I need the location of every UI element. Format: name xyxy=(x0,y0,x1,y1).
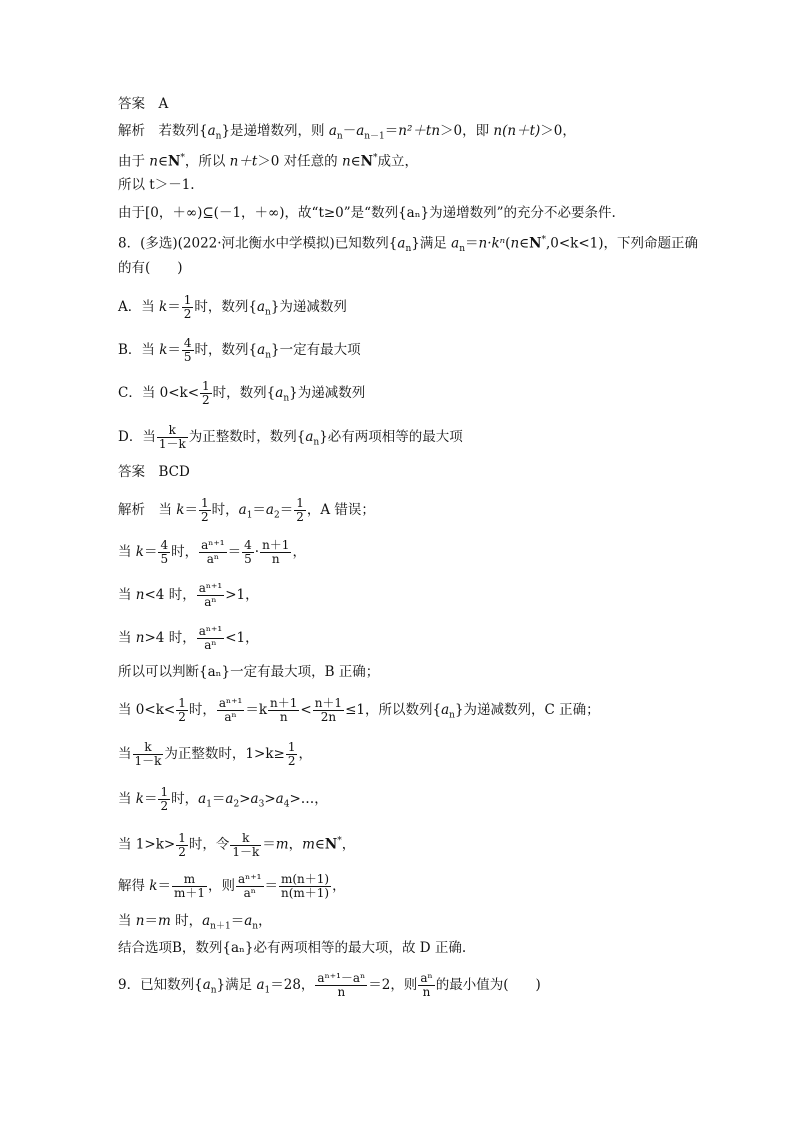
fraction-one-half: $\frac{1}{2}$ xyxy=(202,379,210,407)
solution-8-line-2: 当 k＝ $\frac{4}{5}$ 时， $\frac{\text{aⁿ⁺¹}}{\text{aⁿ}}$ ＝ $\frac{4}{5}$ · $\frac{n+1}{n}$ ， xyxy=(118,538,306,566)
option-a: A．当 k＝ $\frac{1}{2}$ 时，数列$\{a_n\}$为递减数列 xyxy=(118,293,347,321)
fraction-k-over-1-minus-k: $\frac{k}{1-k}$ xyxy=(134,740,162,768)
fraction-one-half: $\frac{1}{2}$ xyxy=(287,740,296,768)
solution-8-line-1: 解析 当 k＝ $\frac{1}{2}$ 时，$a_1=a_2=$ $\frac{1}{2}$ ，A 错误； xyxy=(118,496,375,524)
fraction-difference-over-n: $\frac{\text{aⁿ⁺¹－aⁿ}}{n}$ xyxy=(317,971,366,999)
option-d: D．当 $\frac{k}{1-k}$ 为正整数时，数列$\{a_n\}$必有两项相等的最大项 xyxy=(118,423,463,451)
option-b: B．当 k＝ $\frac{4}{5}$ 时，数列$\{a_n\}$一定有最大项 xyxy=(118,336,361,364)
fraction-an-over-n: $\frac{\text{aⁿ}}{n}$ xyxy=(420,971,433,999)
solution-8-line-3: 当 n<4 时， $\frac{\text{aⁿ⁺¹}}{\text{aⁿ}}$ >1， xyxy=(118,581,259,609)
fraction-k-over-1-minus-k: $\frac{k}{1-k}$ xyxy=(232,830,260,859)
solution-8-line-7: 当 $\frac{k}{1-k}$ 为正整数时，1>k≥ $\frac{1}{2}$ ， xyxy=(118,740,312,768)
fraction-four-fifths: $\frac{4}{5}$ xyxy=(183,336,192,364)
solution-8-line-10: 解得 k＝ $\frac{m}{m+1}$ ，则 $\frac{\text{aⁿ⁺¹}}{\text{aⁿ}}$ ＝ $\frac{m(n+1)}{n(m+1)}$ ， xyxy=(118,872,346,900)
question-9: 9．已知数列$\{a_n\}$满足 $a_1=28$， $\frac{\text{aⁿ⁺¹－aⁿ}}{n}$ ＝2，则 $\frac{\text{aⁿ}}{n}$ 的最小值为( ) xyxy=(118,971,541,999)
fraction-ratio-result: $\frac{m(n+1)}{n(m+1)}$ xyxy=(281,872,330,900)
solution-8-line-4: 当 n>4 时， $\frac{\text{aⁿ⁺¹}}{\text{aⁿ}}$ <1， xyxy=(118,624,259,652)
fraction-four-fifths: $\frac{4}{5}$ xyxy=(160,538,169,566)
question-8-line-1: 8．(多选)(2022·河北衡水中学模拟)已知数列$\{a_n\}$满足 $a_n=n\cdot k^n(n\in N^*,0<k<1)$，下列命题正确 xyxy=(118,235,699,255)
solution-8-line-6: 当 0<k< $\frac{1}{2}$ 时， $\frac{\text{aⁿ⁺¹}}{\text{aⁿ}}$ ＝k $\frac{n+1}{n}$ < $\frac{n+1}{2n}$ ≤1，所以数列$\{a_n\}$为递减数列，C 正确； xyxy=(118,696,600,724)
answer-8: 答案 BCD xyxy=(118,464,190,480)
question-8-line-2: 的有( ) xyxy=(118,260,183,276)
fraction-n-plus-1-over-n: $\frac{n+1}{n}$ xyxy=(270,696,298,724)
solution-7-line-3: 所以 t＞－1. xyxy=(118,177,195,193)
fraction-four-fifths: $\frac{4}{5}$ xyxy=(244,538,252,566)
fraction-one-half: $\frac{1}{2}$ xyxy=(296,496,304,524)
solution-7-line-2: 由于 n∈N*，所以 n＋t＞0 对任意的 n∈N*成立， xyxy=(118,153,418,170)
fraction-one-half: $\frac{1}{2}$ xyxy=(183,293,192,321)
fraction-n-plus-1-over-n: $\frac{n+1}{n}$ xyxy=(262,538,290,566)
solution-8-line-9: 当 1>k> $\frac{1}{2}$ 时，令 $\frac{k}{1-k}$ ＝m，m∈N*， xyxy=(118,830,356,859)
solution-8-line-8: 当 k＝ $\frac{1}{2}$ 时，$a_1=a_2>a_3>a_4>\dots$， xyxy=(118,785,328,813)
fraction-ratio: $\frac{\text{aⁿ⁺¹}}{\text{aⁿ}}$ xyxy=(198,581,223,609)
fraction-ratio: $\frac{\text{aⁿ⁺¹}}{\text{aⁿ}}$ xyxy=(201,538,225,566)
solution-8-line-11: 当 n＝m 时，$a_{n+1}=a_n$， xyxy=(118,913,272,932)
fraction-ratio: $\frac{\text{aⁿ⁺¹}}{\text{aⁿ}}$ xyxy=(238,872,262,900)
fraction-n-plus-1-over-2n: $\frac{n+1}{2n}$ xyxy=(314,696,343,724)
solution-8-line-5: 所以可以判断{aₙ}一定有最大项，B 正确； xyxy=(118,664,380,680)
solution-7-line-4: 由于[0，＋∞)⊆(－1，＋∞)，故“t≥0”是“数列{aₙ}为递增数列”的充分不必要条件. xyxy=(118,205,616,221)
fraction-one-half: $\frac{1}{2}$ xyxy=(178,696,186,724)
fraction-ratio: $\frac{\text{aⁿ⁺¹}}{\text{aⁿ}}$ xyxy=(218,696,243,724)
solution-8-line-12: 结合选项B，数列{aₙ}必有两项相等的最大项，故 D 正确. xyxy=(118,940,467,956)
fraction-k-over-1-minus-k: $\frac{k}{1-k}$ xyxy=(158,423,186,451)
fraction-one-half: $\frac{1}{2}$ xyxy=(200,496,209,524)
answer-7: 答案 A xyxy=(118,96,169,112)
fraction-one-half: $\frac{1}{2}$ xyxy=(178,830,186,859)
solution-7-line-1: 解析 若数列$\{a_n\}$是递增数列，则 $a_n-a_{n-1}=n^2+tn>0$，即 n(n＋t)＞0， xyxy=(118,123,576,142)
fraction-one-half: $\frac{1}{2}$ xyxy=(160,785,169,813)
option-c: C．当 0<k< $\frac{1}{2}$ 时，数列$\{a_n\}$为递减数列 xyxy=(118,379,366,407)
fraction-ratio: $\frac{\text{aⁿ⁺¹}}{\text{aⁿ}}$ xyxy=(198,624,223,652)
fraction-m-over-m-plus-1: $\frac{m}{m+1}$ xyxy=(173,872,205,900)
